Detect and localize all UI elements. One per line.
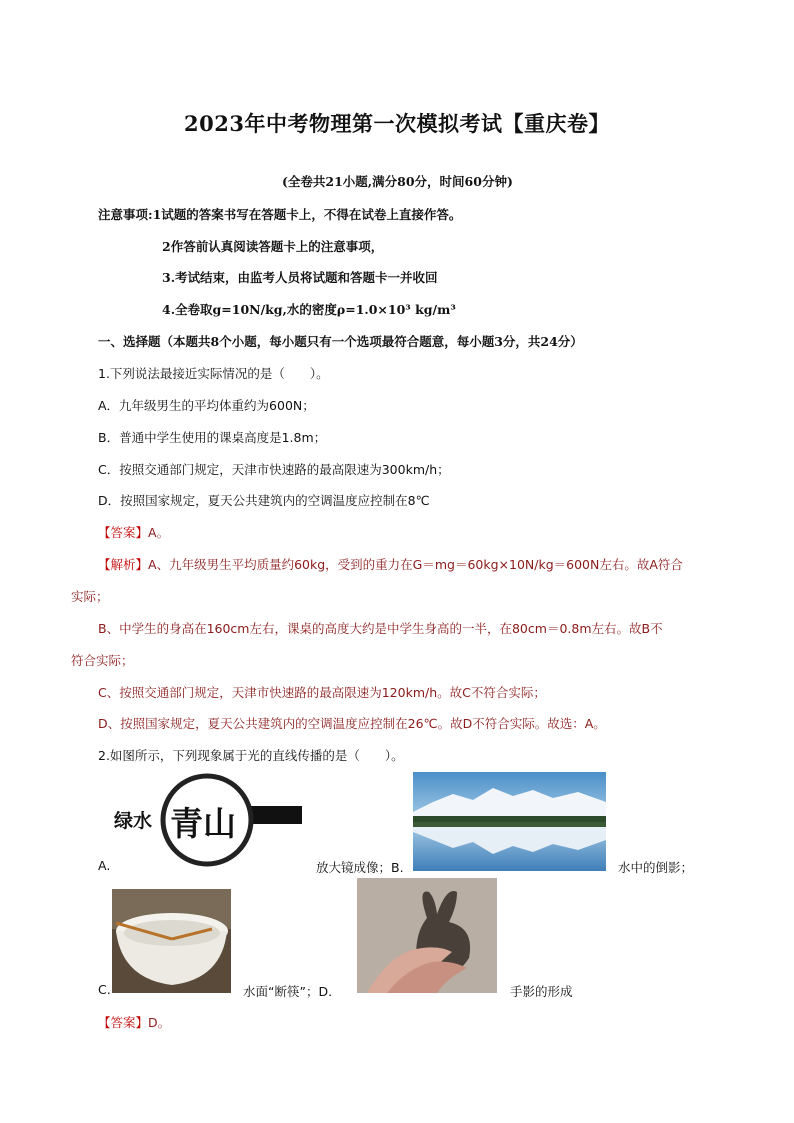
note-4: 4.全卷取g=10N/kg,水的密度ρ=1.0×10³ kg/m³	[162, 302, 456, 317]
answer-label: 【答案】	[98, 525, 149, 540]
q1-option-a: A．九年级男生的平均体重约为600N；	[98, 398, 315, 413]
q1-analysis-2: B、中学生的身高在160cm左右，课桌的高度大约是中学生身高的一半，在80cm＝0.8m左右。故B不	[98, 621, 663, 636]
q2-label-c: C.	[98, 982, 111, 997]
q2-caption-a: 放大镜成像；B.	[316, 860, 404, 875]
q1-option-b: B．普通中学生使用的课桌高度是1.8m；	[98, 430, 327, 445]
q2-caption-c: 水面“断筷”；D.	[243, 984, 333, 999]
note-1: 注意事项:1试题的答案书写在答题卡上，不得在试卷上直接作答。	[98, 207, 462, 222]
answer-label-q2: 【答案】	[98, 1015, 149, 1030]
q1-option-d: D．按照国家规定，夏天公共建筑内的空调温度应控制在8℃	[98, 493, 430, 508]
answer-value-q2: D。	[148, 1015, 171, 1030]
page-title: 2023年中考物理第一次模拟考试【重庆卷】	[184, 111, 610, 136]
q2-stem: 2.如图所示，下列现象属于光的直线传播的是（ ）。	[98, 748, 404, 763]
analysis-label: 【解析】	[98, 557, 149, 572]
q1-analysis-4: D、按照国家规定，夏天公共建筑内的空调温度应控制在26℃。故D不符合实际。故选：A。	[98, 716, 606, 731]
q2-answer	[98, 1013, 170, 1031]
bowl-chopstick-image	[112, 889, 231, 993]
q2-caption-d: 手影的形成	[510, 984, 573, 999]
q1-analysis-2b: 符合实际；	[71, 653, 134, 668]
answer-value: A。	[148, 525, 170, 540]
q1-answer	[98, 523, 169, 541]
magnifier-text-inner: 青山	[170, 804, 236, 843]
analysis-text: A、九年级男生平均质量约60kg，受到的重力在G＝mg＝60kg×10N/kg＝600N左右。故A符合	[148, 557, 683, 572]
magnifier-text-outer: 绿水	[114, 810, 153, 832]
magnifier-image	[112, 772, 308, 872]
q2-label-a: A.	[98, 858, 111, 873]
exam-meta: (全卷共21小题,满分80分，时间60分钟)	[282, 174, 513, 189]
q2-caption-b: 水中的倒影；	[618, 860, 694, 875]
q1-analysis-3: C、按照交通部门规定，天津市快速路的最高限速为120km/h。故C不符合实际；	[98, 685, 546, 700]
note-2: 2作答前认真阅读答题卡上的注意事项，	[162, 239, 384, 254]
q1-option-c: C．按照交通部门规定，天津市快速路的最高限速为300km/h；	[98, 462, 450, 477]
note-3: 3.考试结束，由监考人员将试题和答题卡一并收回	[162, 270, 438, 285]
section-heading: 一、选择题（本题共8个小题，每小题只有一个选项最符合题意，每小题3分，共24分）	[98, 334, 583, 349]
q1-stem: 1.下列说法最接近实际情况的是（ ）。	[98, 366, 329, 381]
hand-shadow-image	[357, 878, 497, 993]
lake-reflection-image	[413, 772, 606, 871]
q1-analysis-1	[98, 555, 683, 573]
q1-analysis-1b: 实际；	[71, 589, 109, 604]
